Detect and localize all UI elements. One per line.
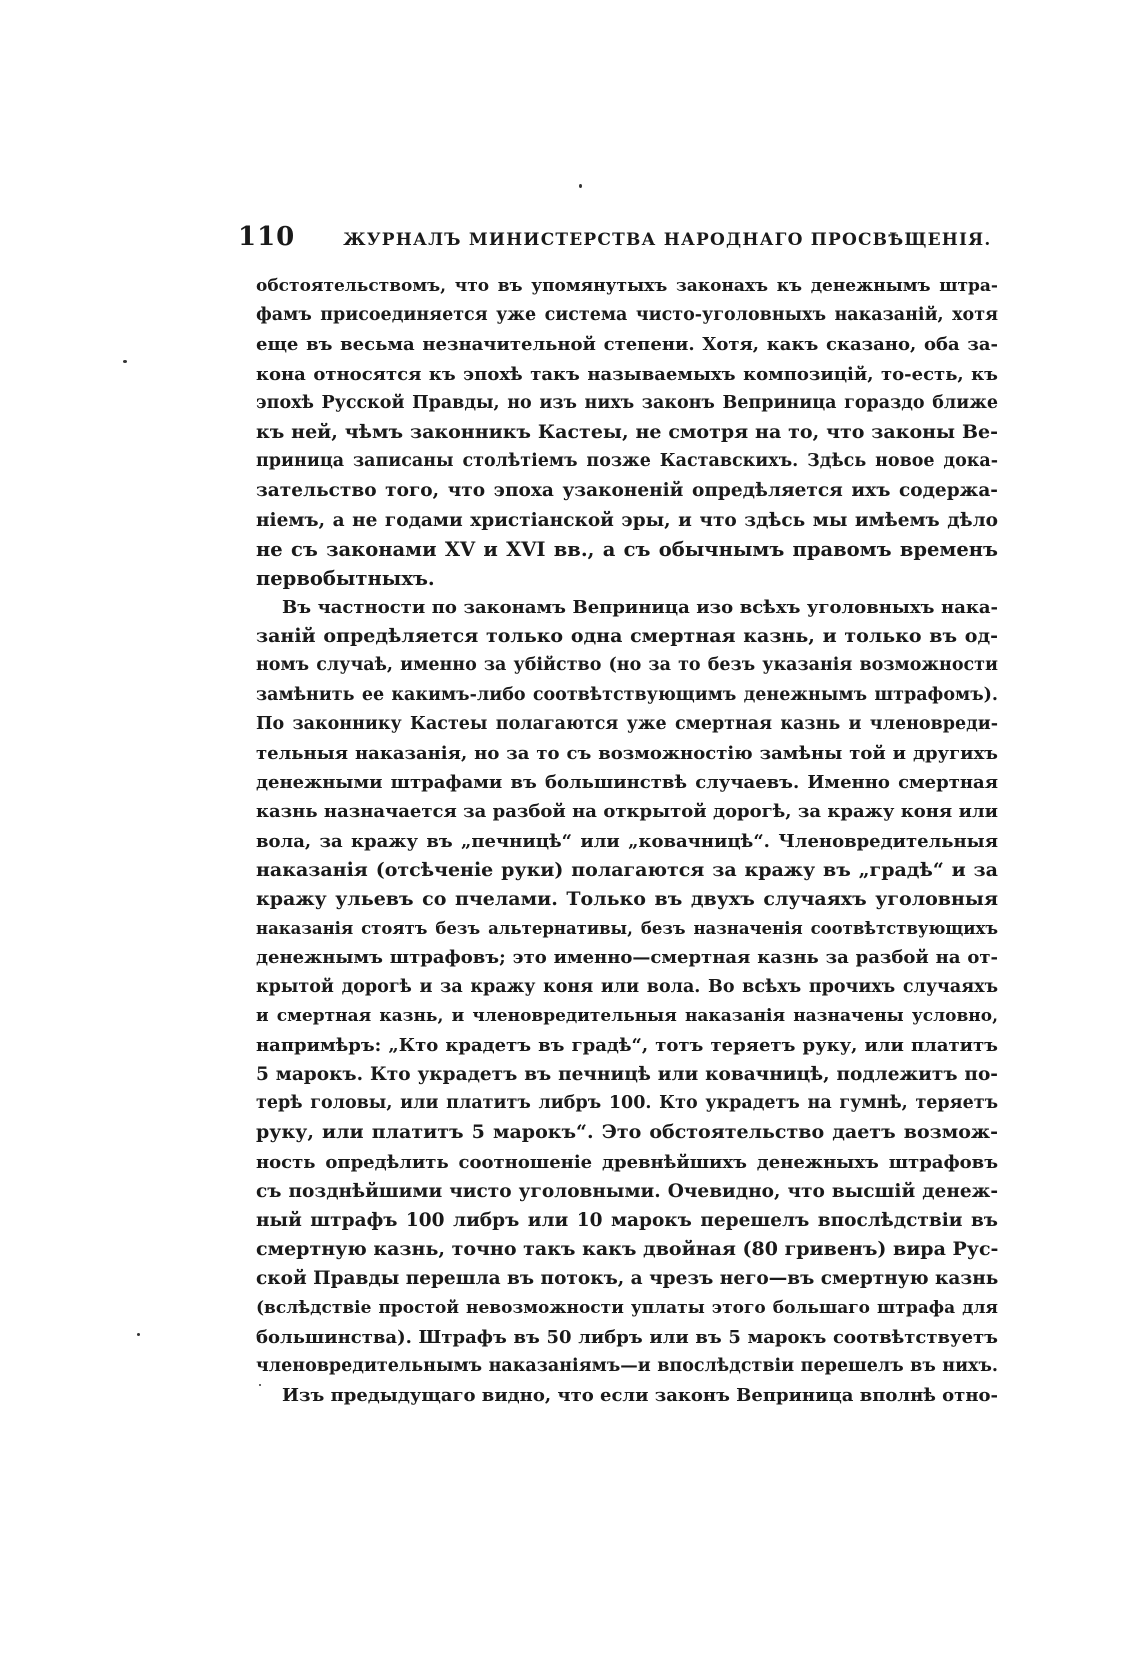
page-number: 110: [238, 222, 296, 252]
text-line: ніемъ, а не годами христіанской эры, и что здѣсь мы имѣемъ дѣло: [256, 509, 998, 531]
text-line: номъ случаѣ, именно за убійство (но за то безъ указанія возможности: [256, 655, 998, 676]
text-line: терѣ головы, или платитъ либръ 100. Кто украдетъ на гумнѣ, теряетъ: [256, 1093, 998, 1114]
page-header: [238, 222, 1002, 262]
text-line: эпохѣ Русской Правды, но изъ нихъ законъ Веприница гораздо ближе: [256, 392, 998, 413]
text-line: кона относятся къ эпохѣ такъ называемыхъ композицій, то-есть, къ: [256, 363, 998, 385]
text-line: крытой дорогѣ и за кражу коня или вола. Во всѣхъ прочихъ случаяхъ: [256, 976, 998, 997]
text-line: тельныя наказанія, но за то съ возможностію замѣны той и другихъ: [256, 743, 998, 764]
text-line: большинства). Штрафъ въ 50 либръ или въ 5 марокъ соотвѣтствуетъ: [256, 1326, 998, 1348]
text-line: еще въ весьма незначительной степени. Хотя, какъ сказано, оба за-: [256, 334, 998, 356]
text-line: Изъ предыдущаго видно, что если законъ Веприница вполнѣ отно-: [282, 1385, 998, 1407]
scan-speck: [123, 360, 127, 363]
text-line: фамъ присоединяется уже система чисто-уголовныхъ наказаній, хотя: [256, 305, 998, 326]
text-line: съ позднѣйшими чисто уголовными. Очевидно, что высшій денеж-: [256, 1180, 998, 1202]
text-line: и смертная казнь, и членовредительныя наказанія назначены условно,: [256, 1005, 998, 1026]
text-line: замѣнить ее какимъ-либо соотвѣтствующимъ денежнымъ штрафомъ).: [256, 684, 998, 705]
text-line: кражу ульевъ со пчелами. Только въ двухъ случаяхъ уголовныя: [256, 887, 998, 910]
text-line: членовредительнымъ наказаніямъ—и впослѣдствіи перешелъ въ нихъ.: [256, 1355, 998, 1376]
text-line: наказанія стоятъ безъ альтернативы, безъ назначенія соотвѣтствующихъ: [256, 919, 998, 939]
text-line: первобытныхъ.: [256, 566, 435, 590]
text-line: зательство того, что эпоха узаконеній опредѣляется ихъ содержа-: [256, 480, 998, 502]
text-line: По законнику Кастеы полагаются уже смертная казнь и членовреди-: [256, 713, 998, 734]
text-line: не съ законами XV и XVI вв., а съ обычнымъ правомъ временъ: [256, 537, 998, 561]
text-line: 5 марокъ. Кто украдетъ въ печницѣ или ковачницѣ, подлежитъ по-: [256, 1064, 998, 1086]
text-line: Въ частности по законамъ Веприница изо всѣхъ уголовныхъ нака-: [282, 597, 998, 619]
text-line: наказанія (отсѣченіе руки) полагаются за кражу въ „градѣ“ и за: [256, 858, 998, 881]
text-line: ный штрафъ 100 либръ или 10 марокъ перешелъ впослѣдствіи въ: [256, 1210, 998, 1231]
text-line: казнь назначается за разбой на открытой дорогѣ, за кражу коня или: [256, 801, 998, 823]
text-line: ность опредѣлить соотношеніе древнѣйшихъ денежныхъ штрафовъ: [256, 1151, 998, 1173]
text-line: ской Правды перешла въ потокъ, а чрезъ него—въ смертную казнь: [256, 1268, 998, 1290]
running-title: ЖУРНАЛЪ МИНИСТЕРСТВА НАРОДНАГО ПРОСВѢЩЕНІЯ.: [343, 230, 992, 250]
text-line: (вслѣдствіе простой невозможности уплаты этого большаго штрафа для: [256, 1297, 998, 1318]
text-line: денежнымъ штрафовъ; это именно—смертная казнь за разбой на от-: [256, 947, 998, 969]
scan-speck: [137, 1333, 140, 1336]
text-line: напримѣръ: „Кто крадетъ въ градѣ“, тотъ теряетъ руку, или платитъ: [256, 1034, 998, 1056]
text-line: заній опредѣляется только одна смертная казнь, и только въ од-: [256, 625, 998, 648]
text-line: руку, или платитъ 5 марокъ“. Это обстоятельство даетъ возмож-: [256, 1121, 998, 1144]
scan-speck: [579, 184, 582, 188]
text-line: приница записаны столѣтіемъ позже Каставскихъ. Здѣсь новое дока-: [256, 451, 998, 472]
text-line: къ ней, чѣмъ законникъ Кастеы, не смотря на то, что законы Ве-: [256, 420, 998, 443]
text-line: вола, за кражу въ „печницѣ“ или „ковачницѣ“. Членовредительныя: [256, 830, 998, 852]
text-line: денежными штрафами въ большинствѣ случаевъ. Именно смертная: [256, 772, 998, 794]
text-line: смертную казнь, точно такъ какъ двойная (80 гривенъ) вира Рус-: [256, 1238, 998, 1261]
text-line: обстоятельствомъ, что въ упомянутыхъ законахъ къ денежнымъ штра-: [256, 276, 998, 296]
body-text: [256, 272, 998, 1410]
